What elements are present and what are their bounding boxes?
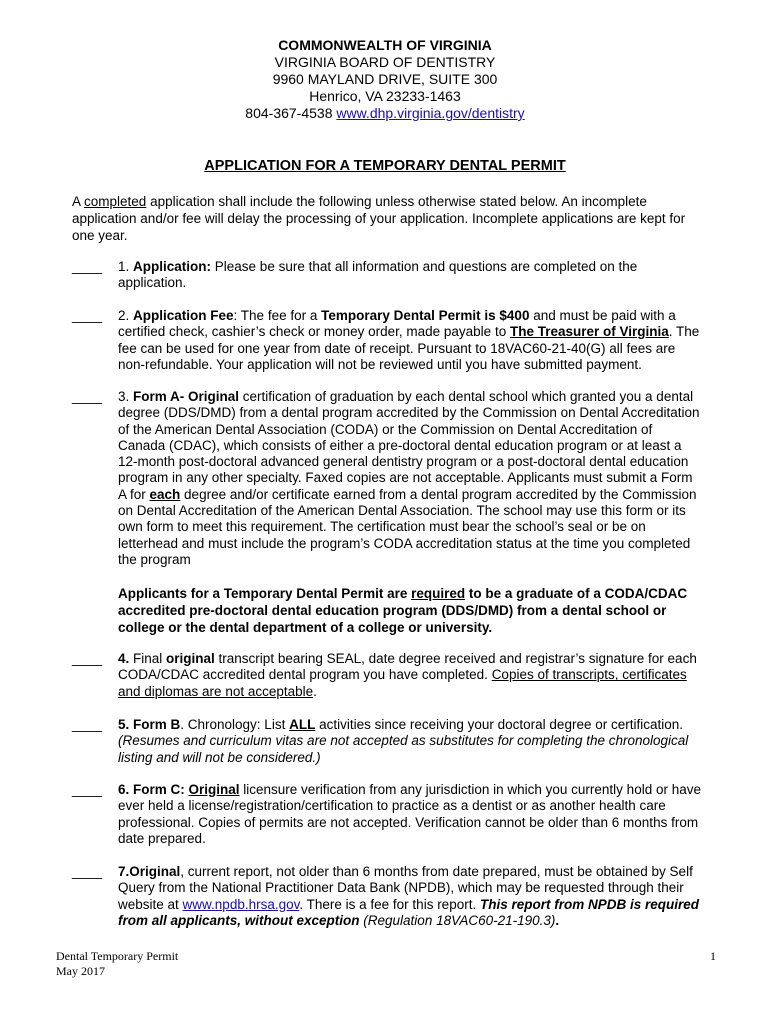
note-emphasis: required [411,586,466,601]
item-number: 1 [118,259,126,274]
intro-emphasis: completed [84,194,147,209]
website-link[interactable]: www.dhp.virginia.gov/dentistry [336,105,525,121]
note-text: Applicants for a Temporary Dental Permit are [118,586,412,601]
item-label: 7.Original [118,864,181,879]
item-body: certification of graduation by each dental school which granted you a dental degree (DDS/DMD) from a dental program accredited by the Commission on Dental Accreditation of the American Dental Association (CODA) or the Commission on Dental Accreditation of Canada (CDAC), which consists of either a pre-doctoral dental education program or at least a 12-month post-doctoral advanced general dentistry program or a post-doctoral dental education program in any other specialty. Faxed copies are not acceptable. Applicants must submit a Form A for [118,389,700,502]
checklist-item-2 [72,308,702,373]
item-label: Form A- Original [133,389,240,404]
item-number: 4. [118,651,130,666]
item-body: licensure verification from any jurisdiction in which you currently hold or have ever held a license/registration/certification to practice as a dentist or as another health care professional. Copies of permits are not accepted. Verification cannot be older than 6 months from date prepared. [118,782,701,846]
item-body: . [313,683,317,699]
page-footer [56,949,716,979]
item-emphasis: original [166,651,215,666]
item-label: 5. Form B [118,717,181,732]
check-blank[interactable]: ____ [72,717,103,732]
check-blank[interactable]: ____ [72,651,103,666]
check-blank[interactable]: ____ [72,308,103,323]
item-label: Application Fee [133,308,234,323]
state-name: COMMONWEALTH OF VIRGINIA [278,37,492,53]
item-4-text [118,651,702,700]
item-body: . [555,912,560,928]
item-body: activities since receiving your doctoral degree or certification. [315,717,683,732]
page-title: APPLICATION FOR A TEMPORARY DENTAL PERMIT [204,158,566,174]
intro-paragraph [72,193,702,244]
item-body: Please be sure that all information and questions are completed on the application. [118,259,638,291]
item-body: . Chronology: List [180,717,290,732]
item-warning: Copies of transcripts, certificates and diplomas are not acceptable [118,667,687,699]
footer-doc-name: Dental Temporary Permit [56,949,179,963]
check-blank[interactable]: ____ [72,259,103,274]
checklist-item-7 [72,864,702,929]
item-3-text: 3. Form A- Original certification of graduation by each dental school which granted you a dental degree (DDS/DMD) from a dental program accredited by the Commission on Dental Accreditation of the American Dental Association (CODA) or the Commission on Dental Accreditation of Canada (CDAC), which consists of either a pre-doctoral dental education program or at least a 12-month post-doctoral advanced general dentistry program or a post-doctoral dental education program in any other specialty. Faxed copies are not acceptable. Applicants must submit a Form A for each degree and/or certificate earned from a dental program accredited by the Commission on Dental Accreditation of the American Dental Association. The school may use this form or its own form to meet this requirement. The certification must bear the school’s seal or be on letterhead and must include the program’s CODA accreditation status at the time you completed the program [118,389,700,567]
payee-name: The Treasurer of Virginia [509,324,669,340]
checklist-item-1 [72,259,702,292]
footer-date: May 2017 [56,964,105,978]
intro-text-post: application shall include the following unless otherwise stated below. An incomplete application and/or fee will delay the processing of your application. Incomplete applications are kept for one year. [72,194,686,243]
check-blank[interactable]: ____ [72,864,103,879]
item-body: degree and/or certificate earned from a dental program accredited by the Commission on Dental Accreditation of the American Dental Association. The school may use this form or its own form to meet this requirement. The certification must bear the school’s seal or be on letterhead and must include the program’s CODA accreditation status at the time you completed the program [118,486,697,567]
item-number: 3 [118,389,126,404]
npdb-link[interactable]: www.npdb.hrsa.gov [182,896,300,912]
item-body: transcript bearing SEAL, date degree received and registrar’s signature for each CODA/CDAC accredited dental program you have completed. [118,651,697,683]
checklist-item-6 [72,782,702,847]
note-text: to be a graduate of a CODA/CDAC accredited pre-doctoral dental education program (DDS/DMD) from a dental school or college or the dental department of a college or university. [118,586,688,635]
item-6-text [118,782,702,847]
checklist-item-5 [72,717,702,766]
item-2-text: 2. Application Fee: The fee for a Temporary Dental Permit is $400 and must be paid with a certified check, cashier’s check or money order, made payable to The Treasurer of Virginia. The fee can be used for one year from date of receipt. Pursuant to 18VAC60-21-40(G) all fees are non-refundable. Your application will not be reviewed until you have submitted payment. [118,308,700,372]
city-address: Henrico, VA 23233-1463 [309,88,461,104]
item-5-text [118,717,702,766]
intro-text-pre: A [72,194,85,209]
item-label: 6. Form C: [118,782,189,797]
checklist-item-4 [72,651,702,700]
item-1-text: 1. Application: Please be sure that all information and questions are completed on the application. [118,259,638,291]
fee-amount: Temporary Dental Permit is $400 [321,308,530,323]
board-name: VIRGINIA BOARD OF DENTISTRY [274,54,496,70]
item-label: Application: [133,259,212,274]
requirement-note [118,585,698,636]
item-emphasis: Original [188,782,240,797]
item-body: . There is a fee for this report. [299,896,480,912]
item-emphasis: ALL [289,717,316,732]
item-emphasis: This report from NPDB is required from all applicants, without exception [118,896,700,928]
page-number: 1 [710,949,716,963]
item-body: Final [129,651,167,666]
contact-line [0,105,770,122]
item-body: and must be paid with a certified check, cashier’s check or money order, made payable to [118,308,676,340]
checklist-item-3 [72,389,702,568]
item-emphasis: each [149,486,181,502]
letterhead [0,37,770,122]
item-body: : The fee for a [233,308,322,323]
item-body: . The fee can be used for one year from date of receipt. Pursuant to 18VAC60-21-40(G) all fees are non-refundable. Your application will not be reviewed until you have submitted payment. [118,324,700,372]
check-blank[interactable]: ____ [72,389,103,404]
street-address: 9960 MAYLAND DRIVE, SUITE 300 [272,71,498,87]
item-number: 2 [118,308,126,323]
regulation-reference: (Regulation 18VAC60-21-190.3) [359,912,556,928]
check-blank[interactable]: ____ [72,782,103,797]
item-7-text [118,864,702,929]
item-body: , current report, not older than 6 months from date prepared, must be obtained by Self Query from the National Practitioner Data Bank (NPDB), which may be requested through their website at [118,864,693,912]
item-note: (Resumes and curriculum vitas are not accepted as substitutes for completing the chronological listing and will not be considered.) [118,733,689,765]
phone-number: 804-367-4538 [245,105,333,121]
